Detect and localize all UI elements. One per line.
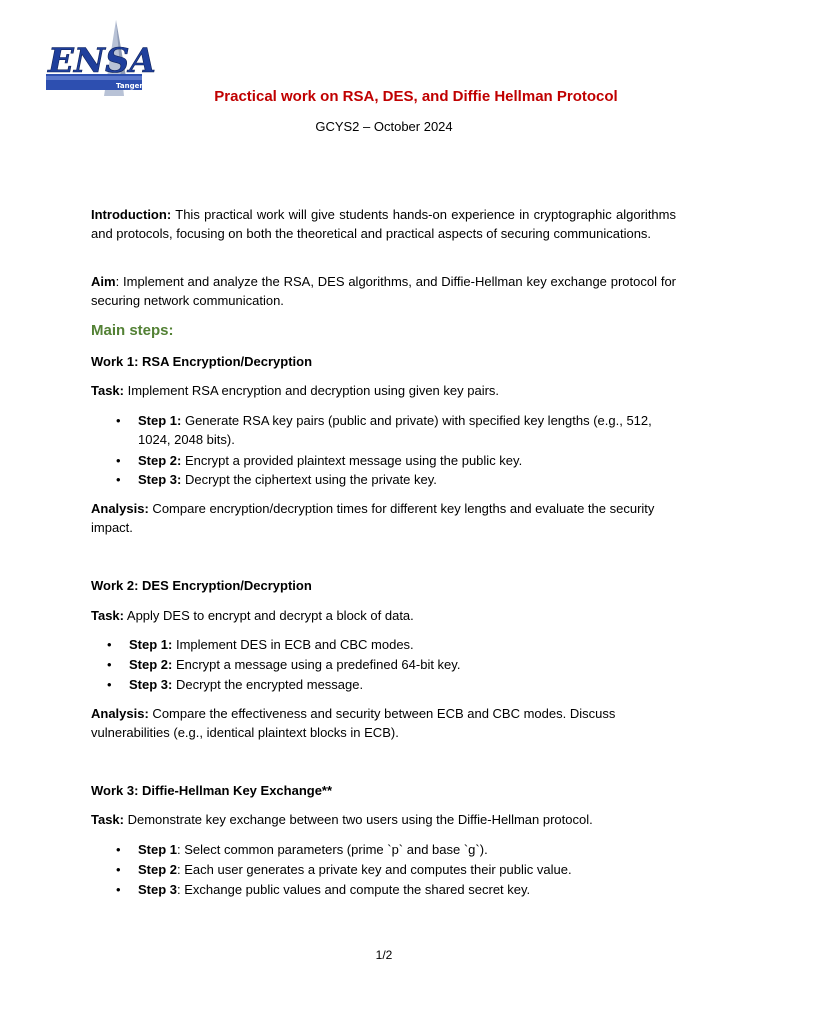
- work-1-analysis: [91, 499, 676, 537]
- task-label: Task:: [91, 812, 124, 827]
- step-label: Step 3: [138, 882, 178, 897]
- step-label: Step 3:: [129, 677, 173, 692]
- aim-text: : Implement and analyze the RSA, DES algorithms, and Diffie-Hellman key exchange protocol for securing network communication.: [91, 274, 676, 308]
- work-1-steps: [116, 411, 668, 489]
- work-2-steps: [107, 635, 669, 694]
- list-item: [116, 470, 668, 489]
- introduction-label: Introduction:: [91, 207, 172, 222]
- list-item: [107, 675, 669, 694]
- list-item: [116, 451, 668, 470]
- main-steps-heading: Main steps:: [91, 322, 174, 339]
- step-label: Step 2:: [138, 453, 182, 468]
- bullet-icon: •: [116, 472, 121, 487]
- step-label: Step 1: [138, 842, 178, 857]
- page-title: Practical work on RSA, DES, and Diffie Hellman Protocol: [214, 88, 618, 105]
- list-item: [107, 655, 669, 674]
- bullet-icon: •: [116, 453, 121, 468]
- list-item: [116, 880, 668, 899]
- work-2-title: Work 2: DES Encryption/Decryption: [91, 578, 312, 593]
- introduction-paragraph: [91, 205, 676, 243]
- analysis-label: Analysis:: [91, 706, 149, 721]
- page-number: 1/2: [375, 948, 393, 962]
- list-item: [107, 635, 669, 654]
- step-text: Encrypt a provided plaintext message using the public key.: [181, 453, 523, 468]
- work-1-title: Work 1: RSA Encryption/Decryption: [91, 354, 313, 369]
- step-text: : Select common parameters (prime `p` and base `g`).: [177, 842, 488, 857]
- work-2-task: [91, 606, 676, 625]
- bullet-icon: •: [116, 882, 121, 897]
- work-3-steps: [116, 840, 668, 899]
- svg-text:Tanger: Tanger: [116, 82, 143, 90]
- list-item: [116, 840, 668, 859]
- task-text: Implement RSA encryption and decryption using given key pairs.: [124, 383, 500, 398]
- task-label: Task:: [91, 383, 124, 398]
- step-label: Step 2: [138, 862, 178, 877]
- step-label: Step 1:: [129, 637, 173, 652]
- task-text: Apply DES to encrypt and decrypt a block of data.: [124, 608, 414, 623]
- bullet-icon: •: [116, 413, 121, 428]
- analysis-label: Analysis:: [91, 501, 149, 516]
- task-text: Demonstrate key exchange between two users using the Diffie-Hellman protocol.: [124, 812, 593, 827]
- task-label: Task:: [91, 608, 124, 623]
- step-text: Encrypt a message using a predefined 64-bit key.: [172, 657, 461, 672]
- ensa-logo: [44, 18, 156, 98]
- step-label: Step 3:: [138, 472, 182, 487]
- list-item: [116, 860, 668, 879]
- aim-paragraph: [91, 272, 676, 310]
- work-2-analysis: [91, 704, 676, 742]
- analysis-text: Compare encryption/decryption times for different key lengths and evaluate the security impact.: [91, 501, 655, 535]
- step-text: Implement DES in ECB and CBC modes.: [172, 637, 414, 652]
- step-text: : Each user generates a private key and computes their public value.: [177, 862, 572, 877]
- svg-text:ENSA: ENSA: [48, 41, 156, 81]
- analysis-text: Compare the effectiveness and security between ECB and CBC modes. Discuss vulnerabilities (e.g., identical plaintext blocks in ECB).: [91, 706, 616, 740]
- bullet-icon: •: [116, 842, 121, 857]
- bullet-icon: •: [116, 862, 121, 877]
- page-subtitle: GCYS2 – October 2024: [315, 119, 453, 134]
- work-1-task: [91, 381, 676, 400]
- bullet-icon: •: [107, 657, 112, 672]
- step-text: : Exchange public values and compute the shared secret key.: [177, 882, 531, 897]
- aim-label: Aim: [91, 274, 116, 289]
- bullet-icon: •: [107, 637, 112, 652]
- list-item: [116, 411, 668, 449]
- introduction-text: This practical work will give students hands-on experience in cryptographic algorithms and protocols, focusing on both the theoretical and practical aspects of securing communications.: [91, 207, 676, 241]
- step-text: Decrypt the ciphertext using the private key.: [181, 472, 437, 487]
- step-label: Step 2:: [129, 657, 173, 672]
- step-label: Step 1:: [138, 413, 182, 428]
- step-text: Decrypt the encrypted message.: [172, 677, 364, 692]
- bullet-icon: •: [107, 677, 112, 692]
- work-3-title: Work 3: Diffie-Hellman Key Exchange**: [91, 783, 333, 798]
- work-3-task: [91, 810, 676, 829]
- step-text: Generate RSA key pairs (public and private) with specified key lengths (e.g., 512, 1024, 2048 bits).: [138, 413, 652, 447]
